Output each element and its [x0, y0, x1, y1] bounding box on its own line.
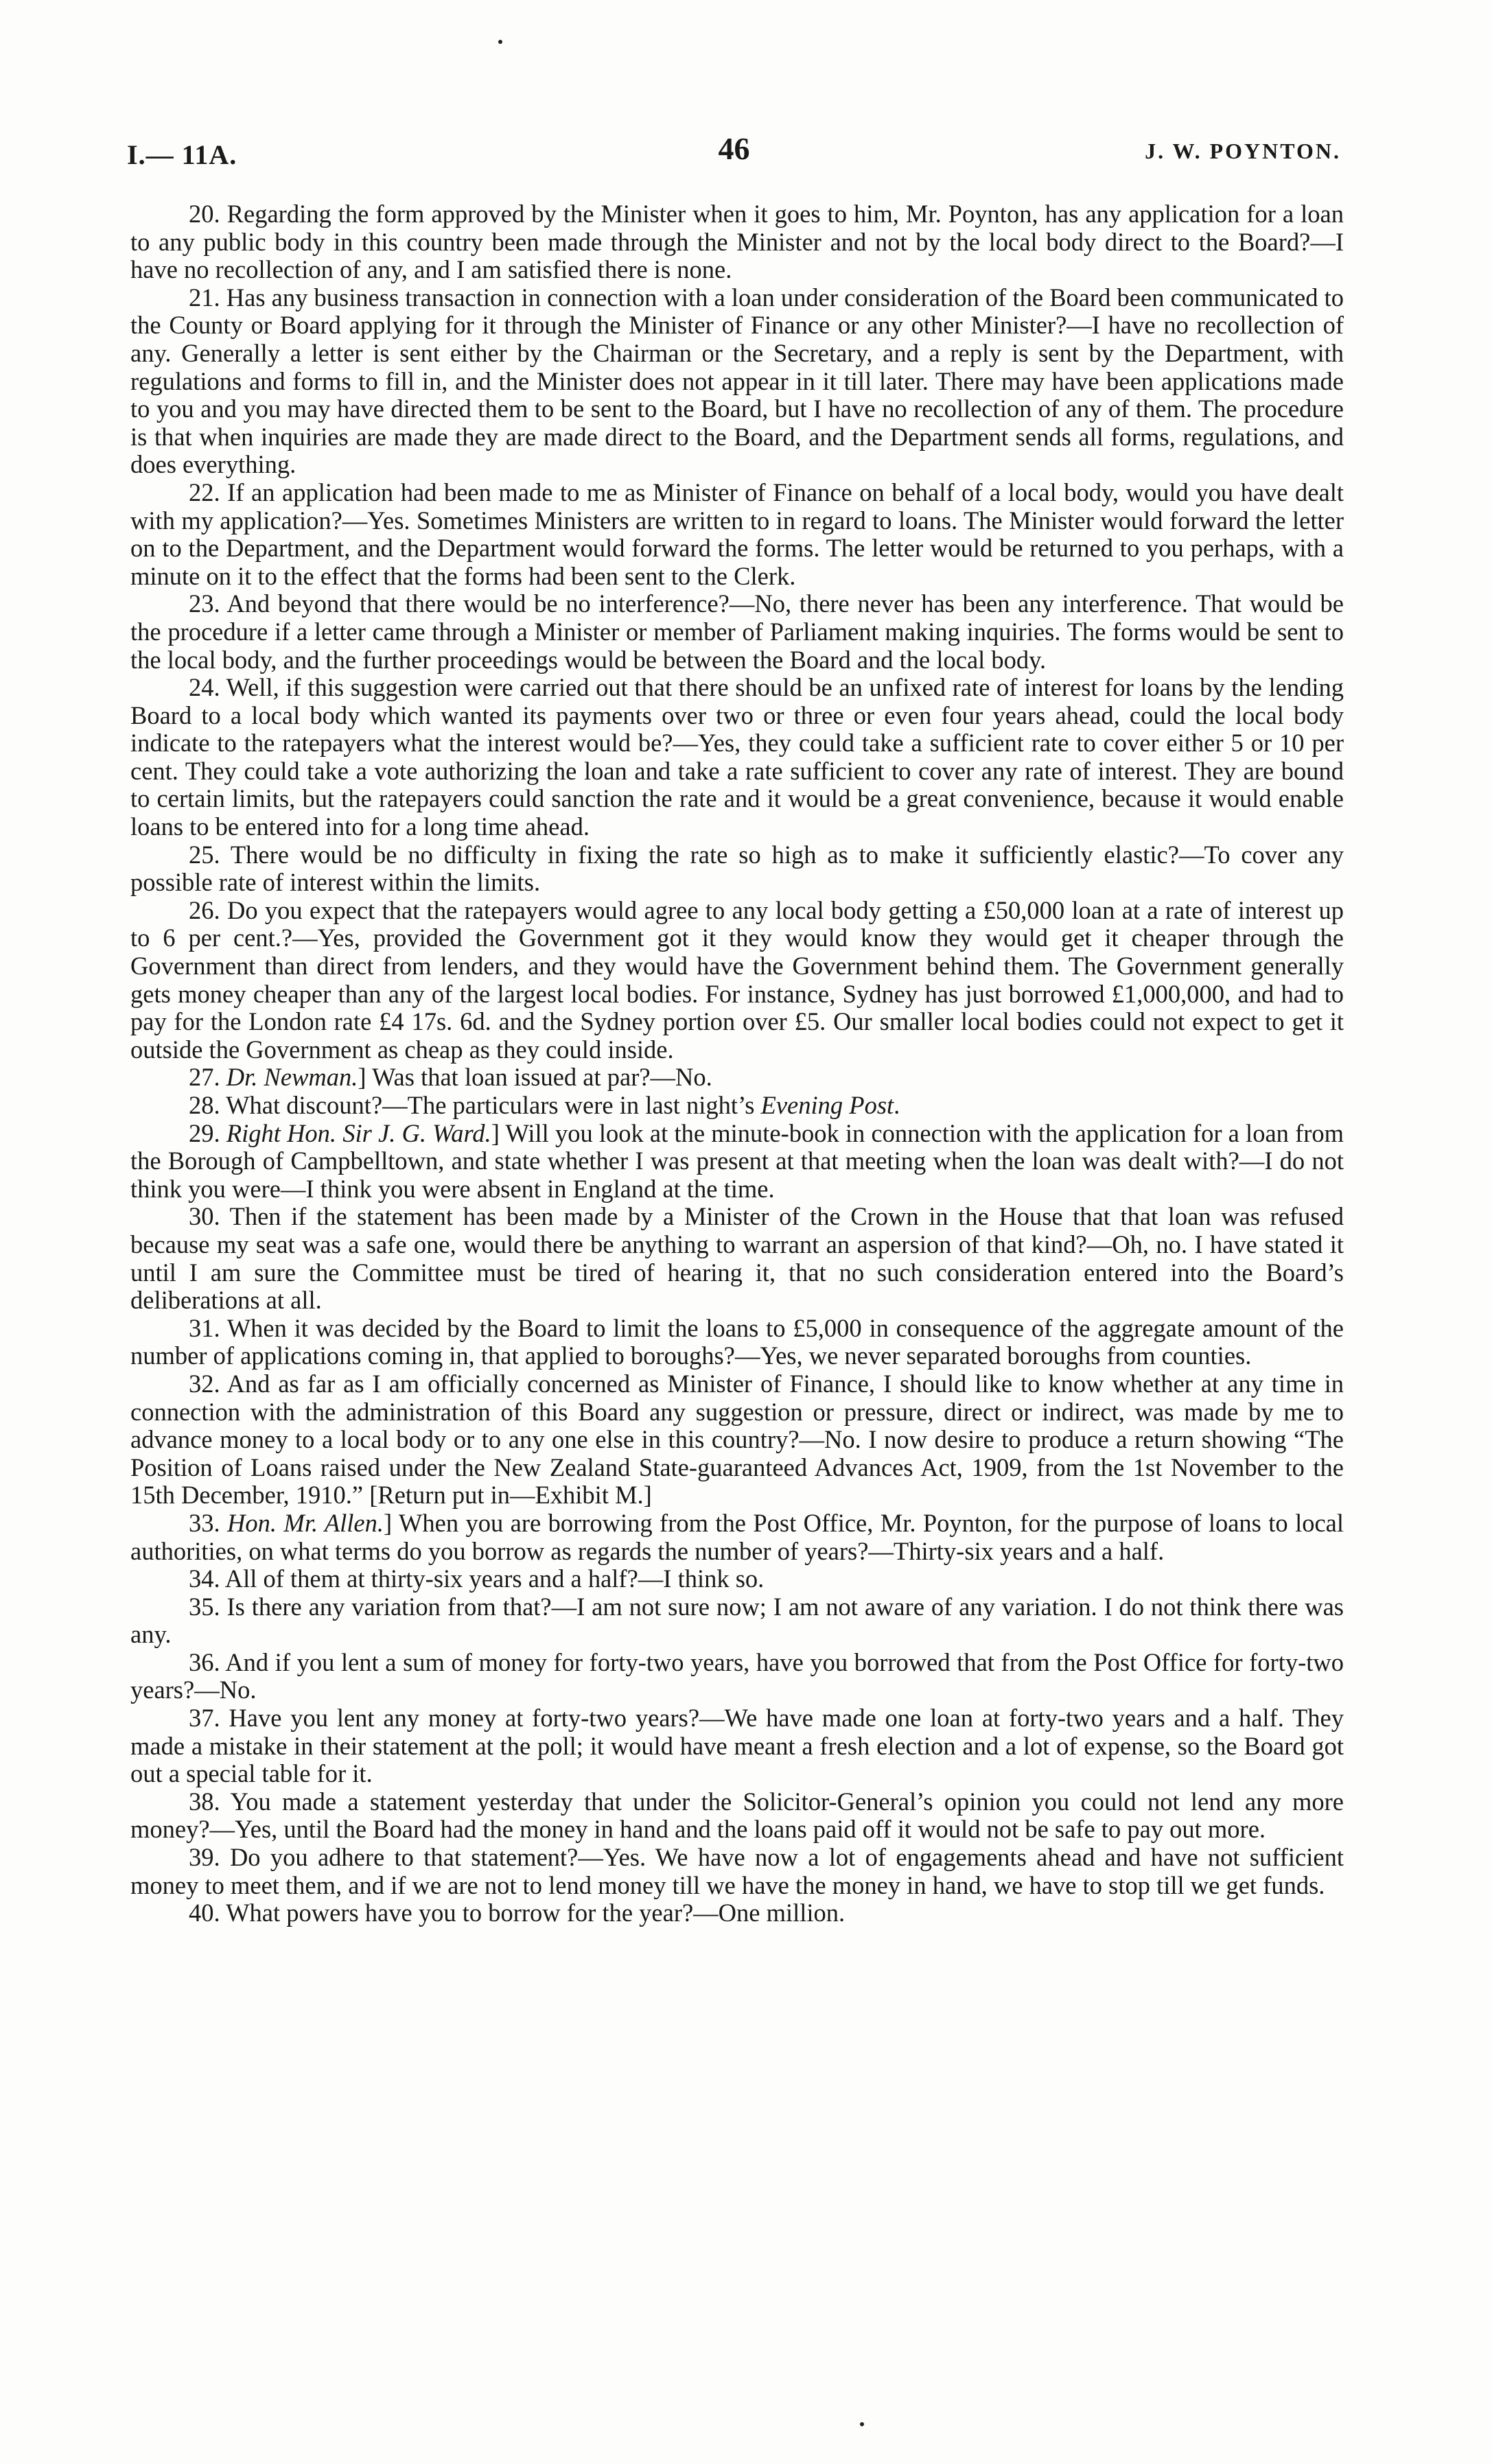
paragraph-33: 33. Hon. Mr. Allen.] When you are borrowing from the Post Office, Mr. Poynton, for the purpose of loans to local authorities, on what terms do you borrow as regards the number of years?—Thirty-six years and a half.: [130, 1508, 1344, 1565]
paragraph-22: 22. If an application had been made to me as Minister of Finance on behalf of a local body, would you have dealt with my application?—Yes. Sometimes Ministers are written to in regard to loans. The Minister would forward the letter on to the Department, and the Department would forward the forms. The letter would be returned to you perhaps, with a minute on it to the effect that the forms had been sent to the Clerk.: [130, 478, 1344, 590]
paragraph-29: 29. Right Hon. Sir J. G. Ward.] Will you look at the minute-book in connection with the application for a loan from the Borough of Campbelltown, and state whether I was present at that meeting when the loan was dealt with?—I do not think you were—I think you were absent in England at the time.: [130, 1118, 1344, 1203]
speaker-name: Hon. Mr. Allen.: [227, 1508, 384, 1537]
print-speck: [860, 2422, 864, 2426]
paragraph-35: 35. Is there any variation from that?—I am not sure now; I am not aware of any variation. I do not think there was any.: [130, 1592, 1344, 1649]
paragraph-28: 28. What discount?—The particulars were in last night’s Evening Post.: [189, 1091, 900, 1119]
paragraph-31: 31. When it was decided by the Board to limit the loans to £5,000 in consequence of the aggregate amount of the number of applications coming in, that applied to boroughs?—Yes, we never separated boroughs from counties.: [130, 1313, 1344, 1370]
paragraph-25: 25. There would be no difficulty in fixing the rate so high as to make it sufficiently elastic?—To cover any possible rate of interest within the limits.: [130, 840, 1344, 897]
paragraph-38: 38. You made a statement yesterday that under the Solicitor-General’s opinion you could not lend any more money?—Yes, until the Board had the money in hand and the loans paid off it would not be safe to pay out more.: [130, 1787, 1344, 1844]
publication-title: Evening Post: [760, 1091, 894, 1119]
paragraph-32: 32. And as far as I am officially concerned as Minister of Finance, I should like to know whether at any time in connection with the administration of this Board any suggestion or pressure, direct or indirect, was made by me to advance money to a local body or to any one else in this country?—No. I now desire to produce a return showing “The Position of Loans raised under the New Zealand State-guaranteed Advances Act, 1909, from the 1st November to the 15th December, 1910.” [Return put in—Exhibit M.]: [130, 1369, 1344, 1510]
speaker-name: Dr. Newman.: [226, 1063, 358, 1092]
paragraph-23: 23. And beyond that there would be no interference?—No, there never has been any interference. That would be the procedure if a letter came through a Minister or member of Parliament making inquiries. The forms would be sent to the local body, and the further proceedings would be between the Board and the local body.: [130, 589, 1344, 674]
paragraph-30: 30. Then if the statement has been made by a Minister of the Crown in the House that that loan was refused because my seat was a safe one, would there be anything to warrant an aspersion of that kind?—Oh, no. I have stated it until I am sure the Committee must be tired of hearing it, that no such consideration entered into the Board’s deliberations at all.: [130, 1202, 1344, 1315]
paragraph-36: 36. And if you lent a sum of money for forty-two years, have you borrowed that from the Post Office for forty-two years?—No.: [130, 1647, 1344, 1704]
paragraph-21: 21. Has any business transaction in connection with a loan under consideration of the Board been communicated to the County or Board applying for it through the Minister of Finance or any other Minister?—I have no recollection of any. Generally a letter is sent either by the Chairman or the Secretary, and a reply is sent by the Department, with regulations and forms to fill in, and the Minister does not appear in it till later. There may have been applications made to you and you may have directed them to be sent to the Board, but I have no recollection of any of them. The procedure is that when inquiries are made they are made direct to the Board, and the Department sends all forms, regulations, and does everything.: [130, 283, 1344, 479]
paragraph-24: 24. Well, if this suggestion were carried out that there should be an unfixed rate of interest for loans by the lending Board to a local body which wanted its payments over two or three or even four years ahead, could the local body indicate to the ratepayers what the interest would be?—Yes, they could take a sufficient rate to cover either 5 or 10 per cent. They could take a vote authorizing the loan and take a rate sufficient to cover any rate of interest. They are bound to certain limits, but the ratepayers could sanction the rate and it would be a great convenience, because it would enable loans to be entered into for a long time ahead.: [130, 673, 1344, 841]
paragraph-20: 20. Regarding the form approved by the Minister when it goes to him, Mr. Poynton, has any application for a loan to any public body in this country been made through the Minister and not by the local body direct to the Board?—I have no recollection of any, and I am satisfied there is none.: [130, 200, 1344, 284]
paragraph-40: 40. What powers have you to borrow for the year?—One million.: [189, 1899, 846, 1927]
page-number: 46: [718, 131, 750, 166]
paragraph-26: 26. Do you expect that the ratepayers would agree to any local body getting a £50,000 loan at a rate of interest up to 6 per cent.?—Yes, provided the Government got it they would know they would get it cheaper through the Government than direct from lenders, and they would have the Government behind them. The Government generally gets money cheaper than any of the largest local bodies. For instance, Sydney has just borrowed £1,000,000, and had to pay for the London rate £4 17s. 6d. and the Sydney portion over £5. Our smaller local bodies could not expect to get it outside the Government as cheap as they could inside.: [130, 895, 1344, 1064]
document-body: [130, 200, 1344, 1927]
speaker-name: Right Hon. Sir J. G. Ward.: [226, 1118, 491, 1147]
paragraph-34: 34. All of them at thirty-six years and a half?—I think so.: [189, 1564, 765, 1593]
document-reference: I.— 11A.: [127, 139, 237, 170]
paragraph-27: 27. Dr. Newman.] Was that loan issued at par?—No.: [189, 1063, 712, 1092]
paragraph-39: 39. Do you adhere to that statement?—Yes. We have now a lot of engagements ahead and have not sufficient money to meet them, and if we are not to lend money till we have the money in hand, we have to stop till we get funds.: [130, 1843, 1344, 1899]
page-header: [127, 130, 1341, 178]
witness-name: J. W. POYNTON.: [1145, 139, 1341, 163]
paragraph-37: 37. Have you lent any money at forty-two years?—We have made one loan at forty-two years and a half. They made a mistake in their statement at the poll; it would have meant a fresh election and a lot of expense, so the Board got out a special table for it.: [130, 1704, 1344, 1788]
print-speck: [498, 40, 502, 44]
